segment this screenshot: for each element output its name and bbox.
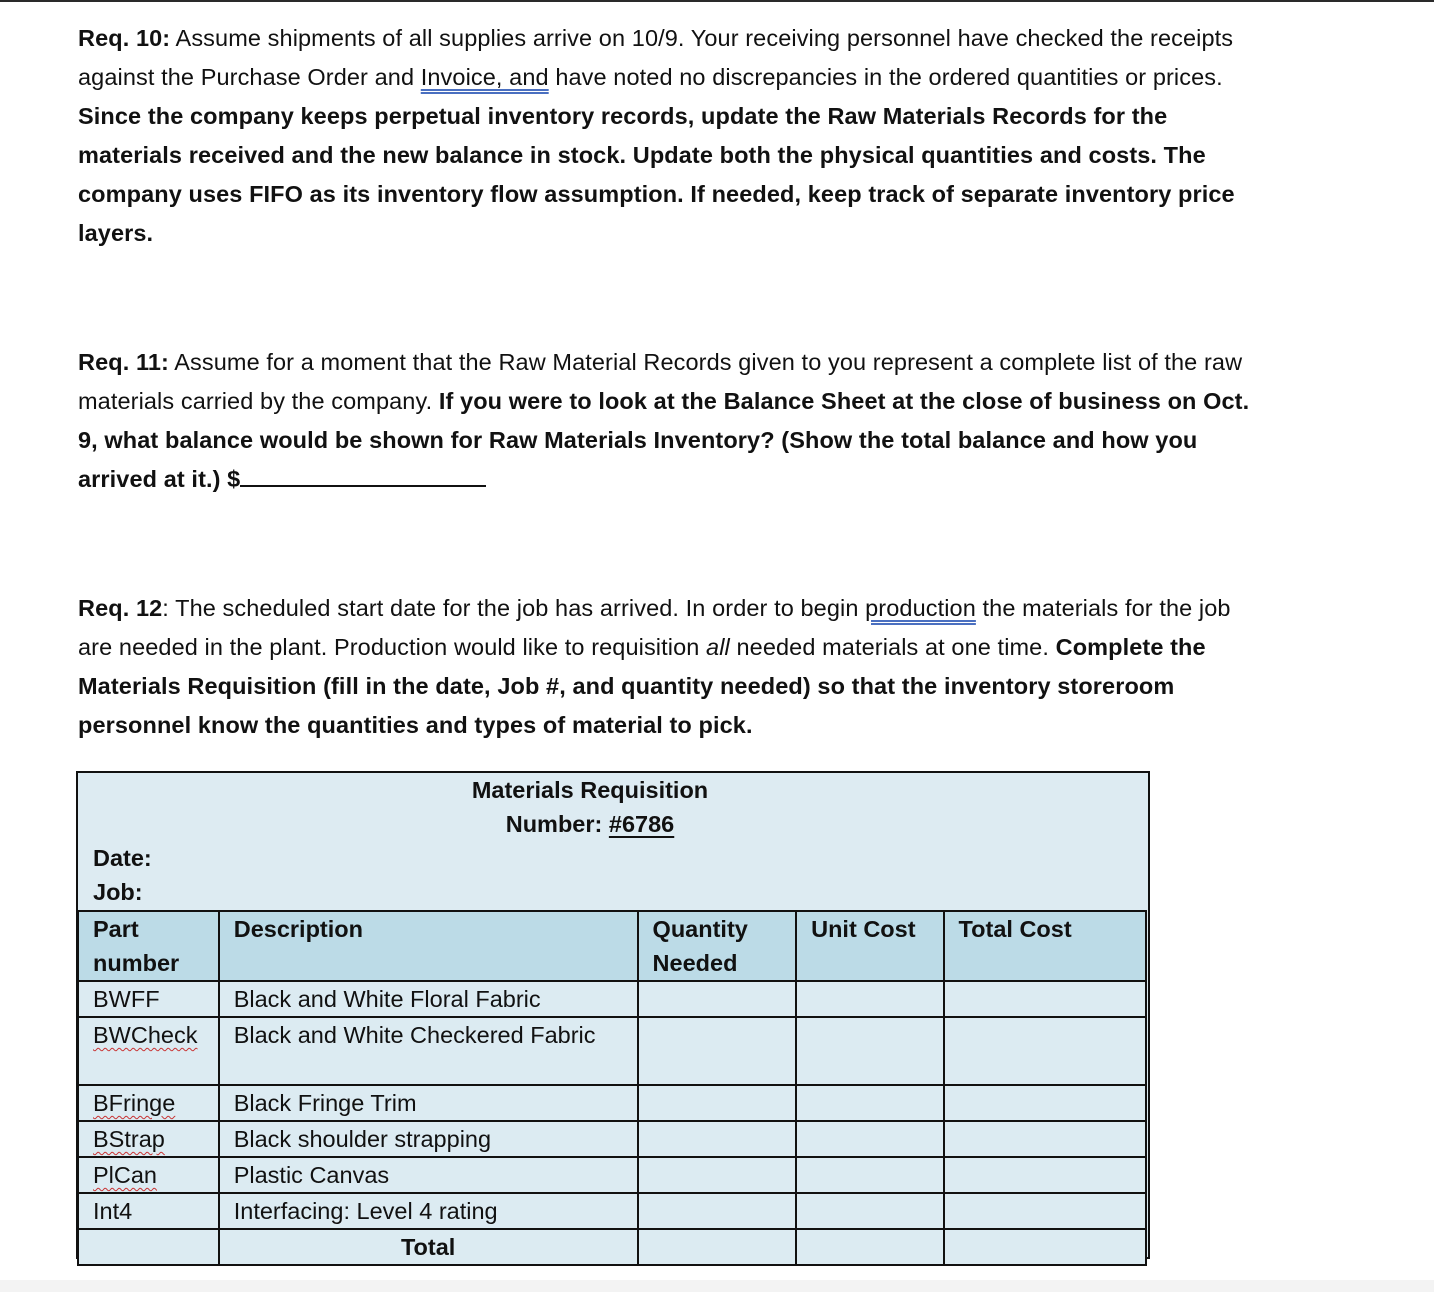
quantity-cell[interactable] [638,981,797,1017]
table-row [78,1121,1146,1157]
part-number: BWFF [78,981,219,1017]
part-number [78,1085,219,1121]
req12-italic-all: all [706,634,730,660]
total-quantity-cell[interactable] [638,1229,797,1265]
quantity-cell[interactable] [638,1017,797,1085]
total-cost-cell[interactable] [944,1085,1146,1121]
unit-cost-cell[interactable] [796,1157,943,1193]
unit-cost-cell[interactable] [796,981,943,1017]
table-row [78,1193,1146,1229]
col-header-description: Description [219,911,638,981]
part-number-text: BFringe [93,1090,176,1116]
requisition-number-label: Number: [505,811,609,837]
total-cost-cell[interactable] [944,981,1146,1017]
req10-text-a: Assume shipments of all supplies arrive on 10/9. Your receiving personnel have checked the receipts against the Purchase Order and [78,25,1234,90]
requisition-title: Materials Requisition [471,777,709,803]
unit-cost-cell[interactable] [796,1017,943,1085]
req10-text-b: have noted no discrepancies in the ordered quantities or prices. [548,64,1223,90]
col-header-total-cost: Total Cost [944,911,1146,981]
table-row [78,1017,1146,1085]
part-number [78,1157,219,1193]
requirement-10 [78,19,1268,253]
requisition-header [78,773,1148,911]
part-number [78,1121,219,1157]
unit-cost-cell[interactable] [796,1121,943,1157]
unit-cost-cell[interactable] [796,1193,943,1229]
total-unit-cost-cell[interactable] [796,1229,943,1265]
materials-requisition-form [76,771,1150,1259]
table-row [78,1157,1146,1193]
quantity-cell[interactable] [638,1085,797,1121]
requisition-number [53,811,1127,838]
part-description: Black Fringe Trim [219,1085,638,1121]
total-cost-cell[interactable] [944,1157,1146,1193]
table-row [78,1085,1146,1121]
part-number: Int4 [78,1193,219,1229]
req12-text-a: : The scheduled start date for the job has arrived. In order to begin [162,595,866,621]
requisition-number-value: #6786 [608,811,675,837]
table-header-row [78,911,1146,981]
requirement-12 [78,589,1268,745]
part-description: Interfacing: Level 4 rating [219,1193,638,1229]
total-label: Total [219,1229,638,1265]
part-description: Black shoulder strapping [219,1121,638,1157]
part-number-text: BStrap [93,1126,165,1152]
quantity-cell[interactable] [638,1121,797,1157]
req12-text-c: needed materials at one time. [729,634,1056,660]
quantity-cell[interactable] [638,1157,797,1193]
total-row [78,1229,1146,1265]
total-row-part-cell [78,1229,219,1265]
req10-label: Req. 10: [78,25,171,51]
unit-cost-cell[interactable] [796,1085,943,1121]
grand-total-cell[interactable] [944,1229,1146,1265]
total-cost-cell[interactable] [944,1193,1146,1229]
job-label[interactable]: Job: [93,879,143,905]
req10-grammar-flag: Invoice, and [420,64,549,90]
req11-label: Req. 11: [78,349,169,375]
quantity-cell[interactable] [638,1193,797,1229]
part-description: Plastic Canvas [219,1157,638,1193]
requirement-11 [78,343,1268,499]
part-number [78,1017,219,1085]
requisition-table [77,910,1147,1266]
page-top-border [0,0,1434,2]
total-cost-cell[interactable] [944,1121,1146,1157]
req11-answer-blank[interactable] [240,461,486,487]
req12-text-b: the materials for the job are needed in the plant. Production would like to requisition [78,595,1231,660]
table-row [78,981,1146,1017]
req10-instructions: Since the company keeps perpetual inventory records, update the Raw Materials Records for the materials received and the new balance in stock. Update both the physical quantities and costs. The company uses FIFO as its inventory flow assumption. If needed, keep track of separate inventory price layers. [78,103,1235,246]
part-number-text: BWCheck [93,1022,198,1048]
date-label[interactable]: Date: [93,845,152,871]
col-header-unit-cost: Unit Cost [796,911,943,981]
req12-instructions: Complete the Materials Requisition (fill in the date, Job #, and quantity needed) so that the inventory storeroom personnel know the quantities and types of material to pick. [78,634,1206,738]
page-bottom-band [0,1280,1434,1292]
part-description: Black and White Floral Fabric [219,981,638,1017]
req12-label: Req. 12 [78,595,163,621]
part-number-text: PlCan [93,1162,158,1188]
req12-grammar-flag: production [865,595,976,621]
part-description: Black and White Checkered Fabric [219,1017,638,1085]
total-cost-cell[interactable] [944,1017,1146,1085]
req11-question: If you were to look at the Balance Sheet at the close of business on Oct. 9, what balance would be shown for Raw Materials Inventory? (Show the total balance and how you arrived at it.) $ [78,388,1250,492]
col-header-part: Part number [78,911,219,981]
col-header-quantity: Quantity Needed [638,911,797,981]
req11-text-a: Assume for a moment that the Raw Material Records given to you represent a complete list of the raw materials carried by the company. [78,349,1243,414]
